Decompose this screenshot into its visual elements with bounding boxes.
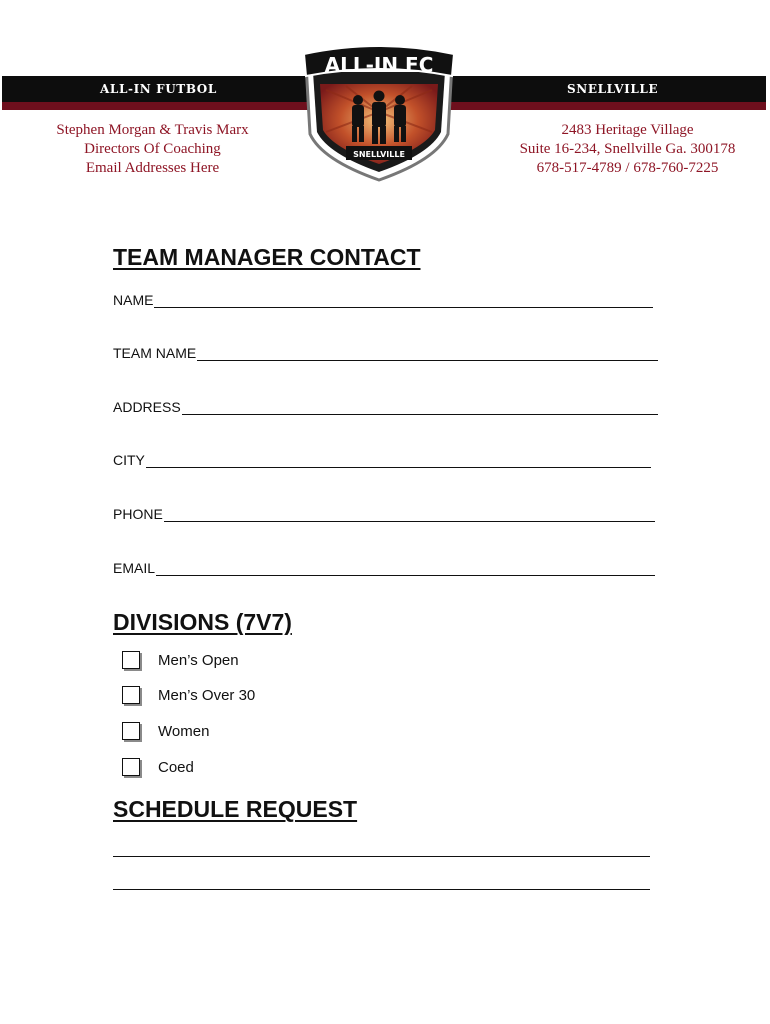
logo-title: ALL-IN FC: [324, 53, 434, 77]
phone-field[interactable]: [113, 502, 655, 522]
name-input-line[interactable]: [154, 293, 653, 308]
division-option-coed[interactable]: [122, 758, 194, 776]
email-field[interactable]: [113, 556, 655, 576]
phone-input-line[interactable]: [164, 507, 655, 522]
club-logo: [296, 42, 462, 182]
email-addresses: Email Addresses Here: [85, 160, 220, 176]
checkbox[interactable]: [122, 651, 140, 669]
phone-numbers: 678-517-4789 / 678-760-7225: [536, 160, 719, 176]
address-field[interactable]: [113, 395, 658, 415]
name-field[interactable]: [113, 288, 653, 308]
city-input-line[interactable]: [146, 453, 651, 468]
team-name-label: TEAM NAME: [113, 345, 197, 361]
address-line-1: 2483 Heritage Village: [561, 122, 694, 138]
division-label: Men’s Open: [158, 651, 239, 669]
club-address: [505, 121, 750, 178]
address-line-2: Suite 16-234, Snellville Ga. 300178: [519, 141, 736, 157]
email-input-line[interactable]: [156, 561, 655, 576]
address-label: ADDRESS: [113, 399, 181, 415]
banner-title-left: ALL-IN FUTBOL: [100, 82, 217, 96]
division-option-mens-open[interactable]: [122, 651, 239, 669]
banner-title-right: SNELLVILLE: [567, 82, 659, 96]
schedule-request-line-2[interactable]: [113, 889, 650, 890]
schedule-request-line-1[interactable]: [113, 856, 650, 857]
checkbox[interactable]: [122, 758, 140, 776]
division-label: Women: [158, 722, 210, 740]
division-option-mens-over-30[interactable]: [122, 686, 255, 704]
name-label: NAME: [113, 292, 154, 308]
directors-role: Directors Of Coaching: [84, 141, 221, 157]
directors-names: Stephen Morgan & Travis Marx: [56, 122, 249, 138]
phone-label: PHONE: [113, 506, 163, 522]
team-manager-heading: TEAM MANAGER CONTACT: [113, 244, 421, 270]
checkbox[interactable]: [122, 686, 140, 704]
coaching-contact: [30, 121, 275, 178]
schedule-request-heading: SCHEDULE REQUEST: [113, 796, 358, 822]
divisions-heading: DIVISIONS (7V7): [113, 609, 292, 635]
division-option-women[interactable]: [122, 722, 209, 740]
city-field[interactable]: [113, 448, 651, 468]
email-label: EMAIL: [113, 560, 156, 576]
checkbox[interactable]: [122, 722, 140, 740]
address-input-line[interactable]: [182, 400, 658, 415]
logo-subtitle: SNELLVILLE: [353, 150, 405, 159]
team-name-field[interactable]: [113, 341, 658, 361]
division-label: Coed: [158, 758, 194, 776]
city-label: CITY: [113, 452, 145, 468]
team-name-input-line[interactable]: [197, 346, 658, 361]
division-label: Men’s Over 30: [158, 686, 256, 704]
